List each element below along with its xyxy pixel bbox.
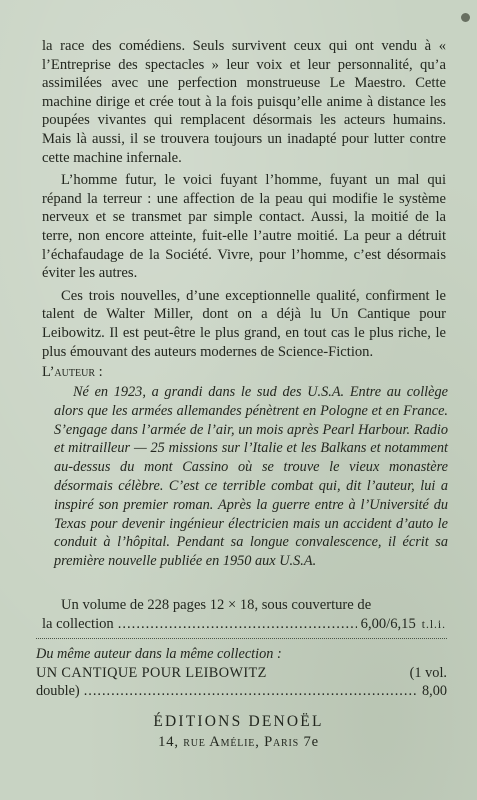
volume-description: Un volume de 228 pages 12 × 18, sous couverture de <box>61 597 372 613</box>
same-author-intro: Du même auteur dans la même collection : <box>36 646 282 662</box>
same-author-note-close: double) <box>36 683 80 699</box>
author-biography: Né en 1923, a grandi dans le sud des U.S.A. Entre au collège alors que les armées allemandes pénètrent en Pologne et en France. S’engage dans l’armée de l’air, un mois après Pearl Harbour. Radio et mitrailleur — 25 missions sur l’Italie et les Balkans et notamment au-dessus du mont Cassino où se trouve le vieux monastère désormais célèbre. C’est ce terrible combat qui, dit l’auteur, lui a inspiré son premier roman. Après la guerre entre à l’Université du Texas pour devenir ingénieur électricien mais un accident d’auto le conduit à l’hôpital. Pendant sa longue convalescence, il écrit sa première nouvelle publiée en 1950 aux U.S.A. <box>54 384 448 570</box>
author-heading: L’auteur : <box>42 364 103 381</box>
paragraph-1: la race des comédiens. Seuls survivent ceux qui ont vendu à « l’Entreprise des spectacles » leur voix et leur personnalité, qu’a assimilées avec une perfection monstrueuse Le Maestro. Cette machine dirige et crée tout à la fois puisqu’elle anime à distance les poupées vivantes qui remplacent désormais les acteurs humains. Mais là aussi, il se trouvera toujours un inadapté pour lutter contre cette machine infernale. <box>42 38 446 166</box>
same-author-title: UN CANTIQUE POUR LEIBOWITZ <box>36 664 267 681</box>
same-author-note: (1 vol. <box>409 664 447 681</box>
same-author-block <box>36 645 447 701</box>
publisher-name: ÉDITIONS DENOËL <box>153 713 324 730</box>
paragraph-2: L’homme futur, le voici fuyant l’homme, fuyant un mal qui répand la terreur : une affection de la peau qui modifie le système nerveux et se transmet par simple contact. Aussi, la moitié de la terre, non encore atteinte, fuit-elle l’autre moitié. La peur a détruit l’échafaudage de la Société. Vivre, pour l’homme, c’est désormais éviter les autres. <box>42 172 446 282</box>
paragraph-3: Ces trois nouvelles, d’une exceptionnelle qualité, confirment le talent de Walter Miller, dont on a déjà lu Un Cantique pour Leibowitz. Il est peut-être le plus grand, en tout cas le plus riche, le plus émouvant des auteurs modernes de Science-Fiction. <box>42 287 446 360</box>
description-block <box>42 37 446 382</box>
publisher-block <box>0 712 477 752</box>
volume-price-line <box>42 615 446 635</box>
publisher-address: 14, rue Amélie, Paris 7e <box>158 734 319 750</box>
volume-price-label: la collection <box>42 616 114 632</box>
ink-dot <box>461 13 470 22</box>
same-author-title-row <box>36 664 447 683</box>
same-author-price-line <box>36 682 447 701</box>
dot-leader <box>118 615 357 634</box>
volume-price: 6,00/6,15 t.l.i. <box>360 616 446 632</box>
volume-info <box>42 596 446 635</box>
same-author-price: 8,00 <box>421 683 447 699</box>
dotted-divider <box>36 638 447 639</box>
dot-leader <box>84 682 418 701</box>
